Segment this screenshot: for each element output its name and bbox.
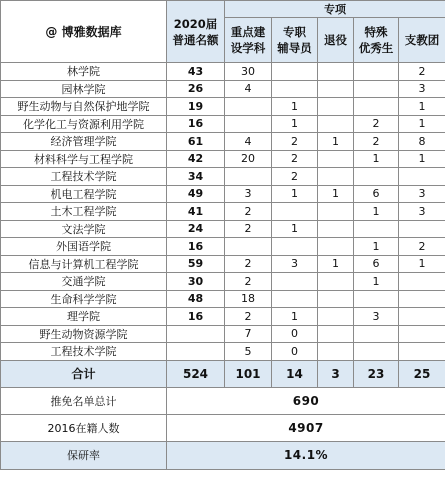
teaching-corps-cell: 1 [399, 150, 445, 168]
quota-cell: 41 [167, 203, 225, 221]
footer-row-enrolled-2016 [1, 414, 445, 441]
key-discipline-cell: 2 [225, 308, 272, 326]
veteran-cell [318, 115, 354, 133]
quota-cell: 42 [167, 150, 225, 168]
footer-row-recommended-total [1, 387, 445, 414]
veteran-cell [318, 308, 354, 326]
quota-cell: 26 [167, 80, 225, 98]
table-row [1, 115, 445, 133]
veteran-cell [318, 203, 354, 221]
table-row [1, 150, 445, 168]
key-discipline-cell [225, 168, 272, 186]
quota-cell: 43 [167, 63, 225, 81]
quota-cell: 59 [167, 255, 225, 273]
table-row [1, 63, 445, 81]
counselor-cell: 2 [272, 150, 318, 168]
outstanding-cell [354, 220, 399, 238]
outstanding-cell: 1 [354, 238, 399, 256]
outstanding-cell: 3 [354, 308, 399, 326]
footer-value: 690 [167, 387, 445, 414]
counselor-cell [272, 290, 318, 308]
counselor-cell: 0 [272, 343, 318, 361]
totals-label: 合计 [1, 360, 167, 387]
totals-quota: 524 [167, 360, 225, 387]
table-row [1, 220, 445, 238]
college-name: 交通学院 [1, 273, 167, 291]
footer-value: 4907 [167, 414, 445, 441]
counselor-cell: 2 [272, 133, 318, 151]
special-col-teaching-corps: 支教团 [399, 18, 445, 63]
key-discipline-cell [225, 238, 272, 256]
quota-cell: 61 [167, 133, 225, 151]
special-group-header: 专项 [225, 1, 445, 18]
veteran-cell [318, 150, 354, 168]
key-discipline-cell: 7 [225, 325, 272, 343]
key-discipline-cell: 18 [225, 290, 272, 308]
counselor-cell [272, 63, 318, 81]
veteran-cell [318, 325, 354, 343]
totals-veteran: 3 [318, 360, 354, 387]
outstanding-cell: 2 [354, 115, 399, 133]
table-row [1, 238, 445, 256]
outstanding-cell: 1 [354, 150, 399, 168]
quota-cell: 34 [167, 168, 225, 186]
table-row [1, 325, 445, 343]
quota-header: 2020届 普通名额 [167, 1, 225, 63]
special-col-outstanding: 特殊 优秀生 [354, 18, 399, 63]
key-discipline-cell: 2 [225, 220, 272, 238]
veteran-cell [318, 220, 354, 238]
key-discipline-cell: 4 [225, 80, 272, 98]
college-name: 机电工程学院 [1, 185, 167, 203]
footer-label: 保研率 [1, 441, 167, 469]
footer-label: 推免名单总计 [1, 387, 167, 414]
teaching-corps-cell: 3 [399, 203, 445, 221]
totals-outstanding: 23 [354, 360, 399, 387]
veteran-cell [318, 80, 354, 98]
table-row [1, 133, 445, 151]
quota-cell: 49 [167, 185, 225, 203]
brand-label: @ 博雅数据库 [1, 1, 167, 63]
college-name: 理学院 [1, 308, 167, 326]
college-name: 工程技术学院 [1, 168, 167, 186]
veteran-cell [318, 98, 354, 116]
quota-cell: 30 [167, 273, 225, 291]
teaching-corps-cell [399, 308, 445, 326]
table-row [1, 80, 445, 98]
veteran-cell: 1 [318, 133, 354, 151]
teaching-corps-cell [399, 343, 445, 361]
outstanding-cell [354, 98, 399, 116]
teaching-corps-cell: 2 [399, 63, 445, 81]
table-row [1, 98, 445, 116]
veteran-cell: 1 [318, 255, 354, 273]
counselor-cell: 1 [272, 98, 318, 116]
outstanding-cell: 1 [354, 273, 399, 291]
table-row [1, 203, 445, 221]
veteran-cell [318, 290, 354, 308]
counselor-cell: 1 [272, 185, 318, 203]
teaching-corps-cell: 8 [399, 133, 445, 151]
quota-cell: 19 [167, 98, 225, 116]
college-name: 化学化工与资源利用学院 [1, 115, 167, 133]
table-row [1, 273, 445, 291]
counselor-cell: 1 [272, 220, 318, 238]
college-name: 信息与计算机工程学院 [1, 255, 167, 273]
outstanding-cell: 1 [354, 203, 399, 221]
counselor-cell: 1 [272, 115, 318, 133]
outstanding-cell: 6 [354, 255, 399, 273]
veteran-cell [318, 273, 354, 291]
college-name: 材料科学与工程学院 [1, 150, 167, 168]
teaching-corps-cell [399, 325, 445, 343]
outstanding-cell: 6 [354, 185, 399, 203]
key-discipline-cell: 2 [225, 203, 272, 221]
teaching-corps-cell: 1 [399, 98, 445, 116]
counselor-cell: 2 [272, 168, 318, 186]
college-name: 工程技术学院 [1, 343, 167, 361]
table-row [1, 168, 445, 186]
college-name: 林学院 [1, 63, 167, 81]
teaching-corps-cell: 1 [399, 115, 445, 133]
quota-cell: 16 [167, 238, 225, 256]
quota-cell: 16 [167, 115, 225, 133]
college-name: 园林学院 [1, 80, 167, 98]
quota-cell [167, 343, 225, 361]
table-row [1, 308, 445, 326]
table-row [1, 255, 445, 273]
outstanding-cell [354, 325, 399, 343]
key-discipline-cell [225, 98, 272, 116]
veteran-cell [318, 238, 354, 256]
outstanding-cell: 2 [354, 133, 399, 151]
college-name: 野生动物资源学院 [1, 325, 167, 343]
teaching-corps-cell: 3 [399, 80, 445, 98]
totals-key-discipline: 101 [225, 360, 272, 387]
footer-row-recommendation-rate [1, 441, 445, 469]
outstanding-cell [354, 80, 399, 98]
quota-cell: 16 [167, 308, 225, 326]
teaching-corps-cell: 2 [399, 238, 445, 256]
key-discipline-cell: 30 [225, 63, 272, 81]
footer-value: 14.1% [167, 441, 445, 469]
table-row [1, 290, 445, 308]
teaching-corps-cell [399, 168, 445, 186]
key-discipline-cell: 2 [225, 273, 272, 291]
college-name: 外国语学院 [1, 238, 167, 256]
teaching-corps-cell: 1 [399, 255, 445, 273]
counselor-cell [272, 203, 318, 221]
table-row [1, 185, 445, 203]
college-name: 经济管理学院 [1, 133, 167, 151]
footer-label: 2016在籍人数 [1, 414, 167, 441]
counselor-cell [272, 80, 318, 98]
counselor-cell: 1 [272, 308, 318, 326]
teaching-corps-cell [399, 273, 445, 291]
key-discipline-cell: 4 [225, 133, 272, 151]
veteran-cell: 1 [318, 185, 354, 203]
totals-teaching-corps: 25 [399, 360, 445, 387]
counselor-cell [272, 238, 318, 256]
teaching-corps-cell [399, 290, 445, 308]
key-discipline-cell: 20 [225, 150, 272, 168]
special-col-counselor: 专职 辅导员 [272, 18, 318, 63]
outstanding-cell [354, 63, 399, 81]
counselor-cell [272, 273, 318, 291]
key-discipline-cell: 2 [225, 255, 272, 273]
outstanding-cell [354, 168, 399, 186]
special-col-key-discipline: 重点建 设学科 [225, 18, 272, 63]
college-name: 生命科学学院 [1, 290, 167, 308]
veteran-cell [318, 343, 354, 361]
veteran-cell [318, 63, 354, 81]
college-name: 野生动物与自然保护地学院 [1, 98, 167, 116]
teaching-corps-cell: 3 [399, 185, 445, 203]
table-row [1, 343, 445, 361]
college-name: 文法学院 [1, 220, 167, 238]
key-discipline-cell: 3 [225, 185, 272, 203]
special-col-veteran: 退役 [318, 18, 354, 63]
quota-cell: 24 [167, 220, 225, 238]
quota-cell [167, 325, 225, 343]
totals-row [1, 360, 445, 387]
teaching-corps-cell [399, 220, 445, 238]
key-discipline-cell [225, 115, 272, 133]
college-name: 土木工程学院 [1, 203, 167, 221]
counselor-cell: 0 [272, 325, 318, 343]
counselor-cell: 3 [272, 255, 318, 273]
outstanding-cell [354, 343, 399, 361]
totals-counselor: 14 [272, 360, 318, 387]
key-discipline-cell: 5 [225, 343, 272, 361]
veteran-cell [318, 168, 354, 186]
quota-cell: 48 [167, 290, 225, 308]
outstanding-cell [354, 290, 399, 308]
